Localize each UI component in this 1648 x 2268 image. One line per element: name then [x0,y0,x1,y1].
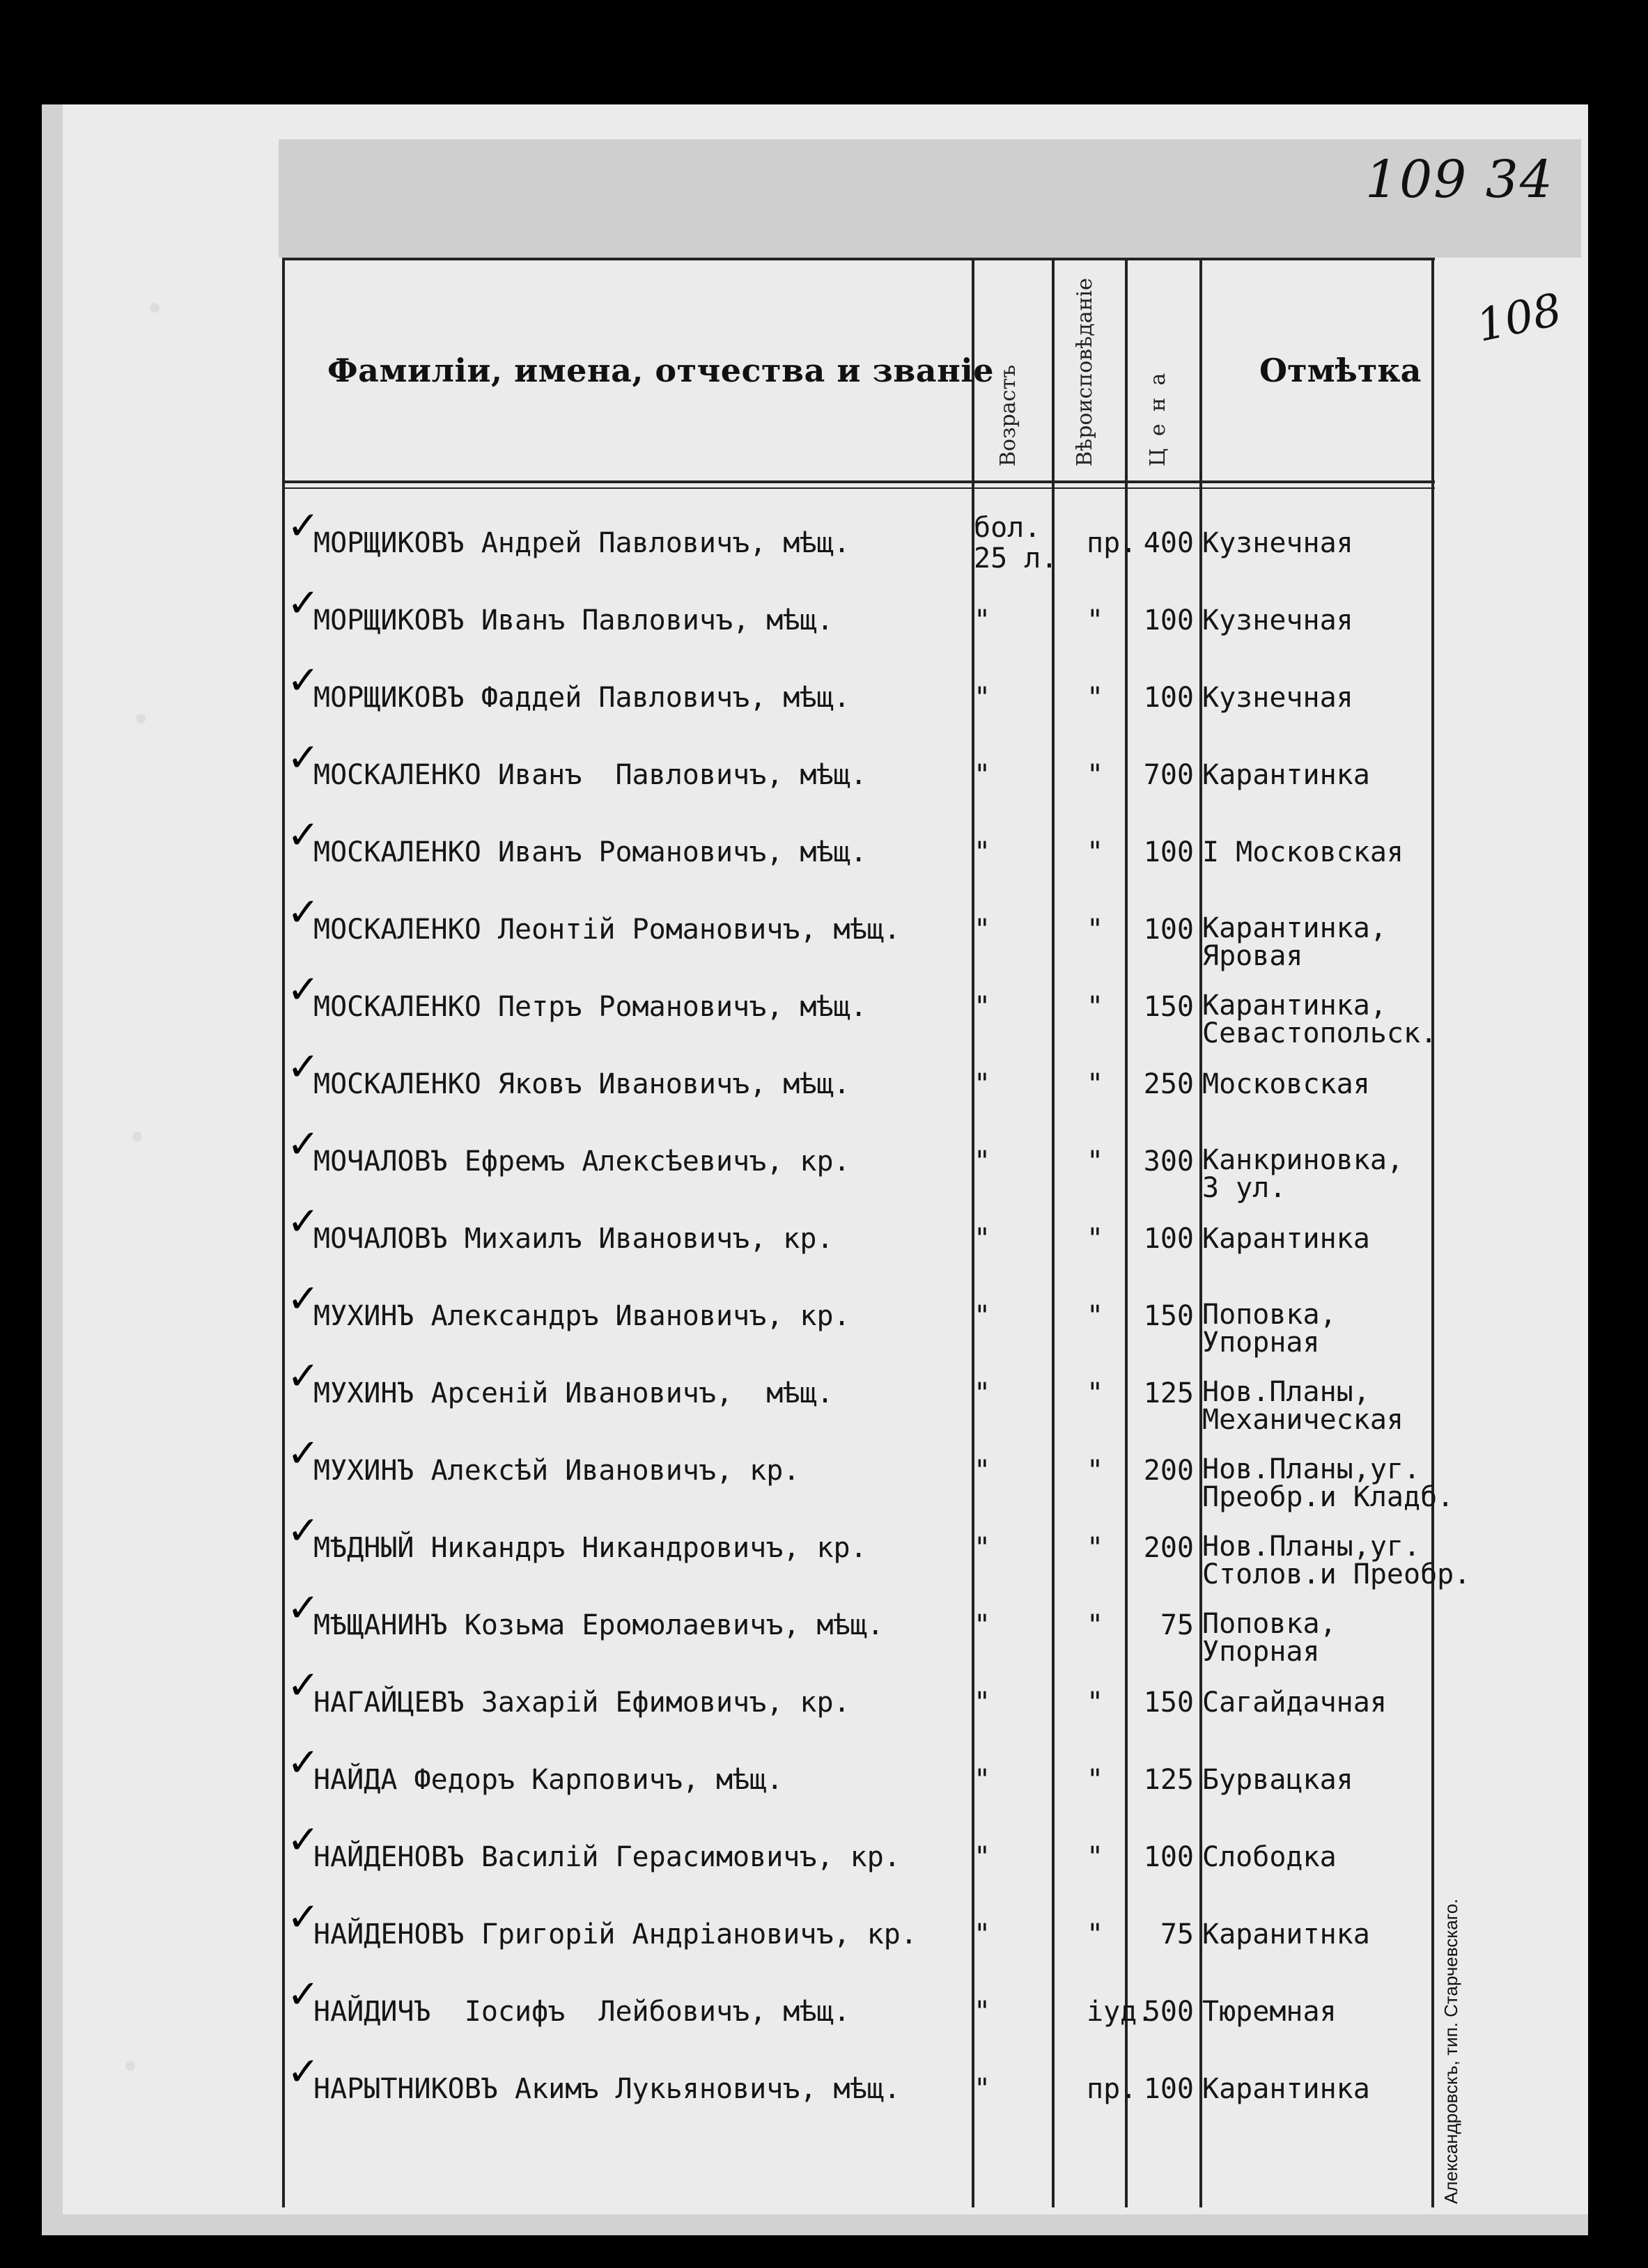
check-mark-icon: ✓ [287,967,320,1012]
check-mark-icon: ✓ [287,503,320,549]
header-price: Ц е н а [1146,370,1170,467]
cell-name: МОСКАЛЕНКО Яковъ Ивановичъ, мѣщ. [313,1068,850,1100]
table-row [0,1045,1648,1139]
cell-religion: " [1087,682,1104,714]
cell-name: МОРЩИКОВЪ Фаддей Павловичъ, мѣщ. [313,682,850,714]
cell-name: МОСКАЛЕНКО Иванъ Романовичъ, мѣщ. [313,836,867,868]
cell-street: Кузнечная [1202,604,1353,636]
cell-age: " [974,604,991,636]
check-mark-icon: ✓ [287,1199,320,1244]
cell-price: 100 [1143,682,1194,714]
table-row [0,1740,1648,1834]
cell-age: " [974,836,991,868]
cell-name: МОСКАЛЕНКО Леонтiй Романовичъ, мѣщ. [313,914,901,946]
punch-dot [136,714,146,724]
cell-name: МУХИНЪ Арсенiй Ивановичъ, мѣщ. [313,1377,834,1409]
cell-age: " [974,1841,991,1873]
cell-name: НАРЫТНИКОВЪ Акимъ Лукьяновичъ, мѣщ. [313,2073,901,2105]
table-row [0,581,1648,675]
cell-age: " [974,1918,991,1950]
cell-price: 200 [1143,1532,1194,1564]
cell-street: Каранитнка [1202,1918,1370,1950]
header-religion: Вѣроисповѣданiе [1073,278,1097,467]
header-bottom-rule [282,480,1435,483]
cell-street: Нов.Планы, Механическая [1202,1376,1404,1436]
cell-religion: " [1087,1687,1104,1719]
cell-religion: пр. [1087,2073,1137,2105]
printer-imprint: Александровскъ, тип. Старчевскаго. [1440,1898,1461,2204]
table-row [0,1431,1648,1525]
cell-age: " [974,1455,991,1487]
cell-age: " [974,914,991,946]
cell-name: НАЙДЕНОВЪ Василiй Герасимовичъ, кр. [313,1841,901,1873]
table-row [0,1663,1648,1757]
cell-price: 150 [1143,1300,1194,1332]
table-row [0,890,1648,984]
cell-street: Нов.Планы,уг. Преобр.и Кладб. [1202,1453,1454,1513]
cell-religion: " [1087,1455,1104,1487]
cell-price: 100 [1143,1223,1194,1255]
cell-name: МОСКАЛЕНКО Петръ Романовичъ, мѣщ. [313,991,867,1023]
check-mark-icon: ✓ [287,890,320,935]
cell-price: 400 [1143,527,1194,559]
cell-name: МѢЩАНИНЪ Козьма Еромолаевичъ, мѣщ. [313,1609,884,1641]
cell-price: 100 [1143,836,1194,868]
cell-name: НАЙДЕНОВЪ Григорiй Андрiановичъ, кр. [313,1918,917,1950]
cell-street: Поповка, Упорная [1202,1608,1337,1668]
cell-religion: " [1087,604,1104,636]
table-top-rule [282,258,1435,260]
cell-price: 125 [1143,1764,1194,1796]
cell-name: МѢДНЫЙ Никандръ Никандровичъ, кр. [313,1532,867,1564]
cell-price: 100 [1143,2073,1194,2105]
cell-age: " [974,759,991,791]
cell-price: 250 [1143,1068,1194,1100]
cell-street: Карантинка, Яровая [1202,912,1387,972]
cell-street: Карантинка [1202,2073,1370,2105]
check-mark-icon: ✓ [287,1972,320,2017]
cell-religion: " [1087,836,1104,868]
cell-religion: " [1087,991,1104,1023]
cell-street: Тюремная [1202,1996,1337,2028]
table-row [0,967,1648,1061]
cell-age: " [974,682,991,714]
cell-age: " [974,1996,991,2028]
table-row [0,1586,1648,1680]
cell-age: " [974,1532,991,1564]
cell-age: " [974,2073,991,2105]
cell-street: Поповка, Упорная [1202,1299,1337,1359]
cell-age: " [974,1223,991,1255]
cell-price: 75 [1160,1918,1194,1950]
check-mark-icon: ✓ [287,658,320,703]
table-row [0,1199,1648,1293]
punch-dot [150,303,160,313]
check-mark-icon: ✓ [287,735,320,781]
check-mark-icon: ✓ [287,581,320,626]
check-mark-icon: ✓ [287,1663,320,1708]
check-mark-icon: ✓ [287,1431,320,1476]
cell-religion: " [1087,1068,1104,1100]
cell-religion: " [1087,1145,1104,1178]
cell-name: МУХИНЪ Алексѣй Ивановичъ, кр. [313,1455,800,1487]
cell-price: 125 [1143,1377,1194,1409]
header-age: Возрастъ [996,364,1020,467]
cell-price: 100 [1143,604,1194,636]
check-mark-icon: ✓ [287,1508,320,1554]
cell-age: " [974,1764,991,1796]
check-mark-icon: ✓ [287,2049,320,2095]
cell-street: Слободка [1202,1841,1337,1873]
cell-name: МОРЩИКОВЪ Иванъ Павловичъ, мѣщ. [313,604,834,636]
cell-religion: " [1087,1764,1104,1796]
header-names: Фамилiи, имена, отчества и званiе [327,352,995,389]
table-row [0,1508,1648,1602]
table-row [0,1276,1648,1370]
cell-street: I Московская [1202,836,1404,868]
cell-age: " [974,1377,991,1409]
cell-religion: " [1087,1377,1104,1409]
cell-price: 700 [1143,759,1194,791]
folio-number-secondary: 108 [1472,284,1567,352]
cell-religion: iуд. [1087,1996,1154,2028]
cell-age: " [974,1300,991,1332]
table-row [0,1817,1648,1911]
cell-price: 100 [1143,1841,1194,1873]
check-mark-icon: ✓ [287,1354,320,1399]
cell-price: 150 [1143,991,1194,1023]
cell-religion: " [1087,914,1104,946]
cell-price: 150 [1143,1687,1194,1719]
cell-street: Карантинка, Севастопольск. [1202,990,1438,1049]
punch-dot [132,1132,142,1141]
cell-name: МУХИНЪ Александръ Ивановичъ, кр. [313,1300,850,1332]
cell-religion: " [1087,759,1104,791]
table-row [0,1895,1648,1989]
check-mark-icon: ✓ [287,1122,320,1167]
cell-religion: " [1087,1609,1104,1641]
check-mark-icon: ✓ [287,1586,320,1631]
cell-street: Бурвацкая [1202,1764,1353,1796]
cell-name: МОЧАЛОВЪ Михаилъ Ивановичъ, кр. [313,1223,834,1255]
table-row [0,1972,1648,2066]
cell-price: 300 [1143,1145,1194,1178]
cell-name: МОСКАЛЕНКО Иванъ Павловичъ, мѣщ. [313,759,867,791]
check-mark-icon: ✓ [287,1276,320,1322]
cell-street: Московская [1202,1068,1370,1100]
table-row [0,2049,1648,2143]
cell-name: НАГАЙЦЕВЪ Захарiй Ефимовичъ, кр. [313,1687,850,1719]
cell-religion: пр. [1087,527,1137,559]
cell-name: НАЙДИЧЪ Iосифъ Лейбовичъ, мѣщ. [313,1996,850,2028]
cell-name: НАЙДА Федоръ Карповичъ, мѣщ. [313,1764,784,1796]
check-mark-icon: ✓ [287,1817,320,1863]
cell-price: 500 [1143,1996,1194,2028]
cell-religion: " [1087,1841,1104,1873]
cell-price: 100 [1143,914,1194,946]
table-row [0,503,1648,597]
cell-street: Кузнечная [1202,527,1353,559]
cell-age: бол. 25 л. [974,512,1058,574]
cell-age: " [974,1068,991,1100]
cell-age: " [974,1687,991,1719]
cell-age: " [974,991,991,1023]
cell-street: Кузнечная [1202,682,1353,714]
table-row [0,813,1648,907]
check-mark-icon: ✓ [287,813,320,858]
check-mark-icon: ✓ [287,1045,320,1090]
cell-religion: " [1087,1300,1104,1332]
check-mark-icon: ✓ [287,1895,320,1940]
cell-street: Карантинка [1202,1223,1370,1255]
punch-dot [125,2061,135,2071]
header-mark: Отмѣтка [1259,352,1422,389]
cell-street: Нов.Планы,уг. Столов.и Преобр. [1202,1531,1471,1590]
check-mark-icon: ✓ [287,1740,320,1785]
cell-religion: " [1087,1918,1104,1950]
cell-name: МОЧАЛОВЪ Ефремъ Алексѣевичъ, кр. [313,1145,850,1178]
cell-age: " [974,1145,991,1178]
cell-religion: " [1087,1532,1104,1564]
cell-age: " [974,1609,991,1641]
table-row [0,658,1648,752]
header-bottom-rule-2 [282,487,1435,489]
cell-street: Канкриновка, 3 ул. [1202,1144,1404,1204]
cell-street: Сагайдачная [1202,1687,1387,1719]
cell-price: 75 [1160,1609,1194,1641]
cell-street: Карантинка [1202,759,1370,791]
folio-number: 109 34 [1365,150,1554,210]
cell-price: 200 [1143,1455,1194,1487]
cell-religion: " [1087,1223,1104,1255]
table-row [0,1122,1648,1216]
cell-name: МОРЩИКОВЪ Андрей Павловичъ, мѣщ. [313,527,850,559]
table-row [0,735,1648,829]
table-row [0,1354,1648,1448]
